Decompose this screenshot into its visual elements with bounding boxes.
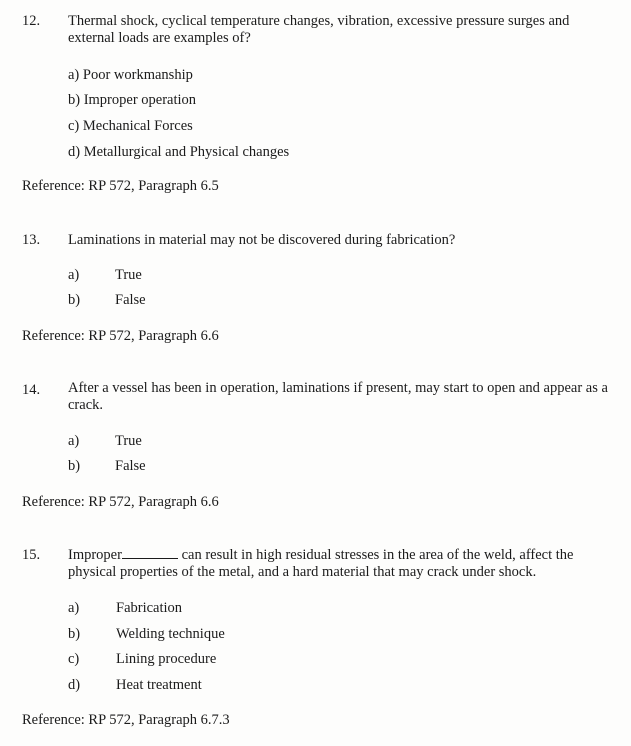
option-text: Heat treatment [116,677,202,693]
option-d [68,677,202,694]
question-stem: Thermal shock, cyclical temperature changes, vibration, excessive pressure surges and external loads are examples of? [68,13,570,46]
question-stem: Laminations in material may not be discovered during fabrication? [68,232,456,248]
option-letter: c) [68,651,80,667]
option-d: d) Metallurgical and Physical changes [68,144,290,160]
stem-text-before: Improper [68,547,122,563]
option-letter: b) [68,292,81,308]
question-stem: After a vessel has been in operation, laminations if present, may start to open and appear as a crack. [68,380,608,413]
reference: Reference: RP 572, Paragraph 6.7.3 [22,712,230,728]
option-b [68,626,225,643]
question-number: 12. [22,13,41,29]
option-letter: a) [68,267,80,283]
option-a [68,433,142,450]
option-letter: a) [68,600,80,616]
option-a [68,267,142,284]
fill-in-blank [122,546,178,559]
option-b [68,458,146,475]
question-number: 13. [22,232,41,248]
option-text: False [115,292,146,308]
question-number: 15. [22,547,41,563]
question-stem [68,546,613,581]
option-text: True [115,267,142,283]
option-text: Lining procedure [116,651,217,667]
option-letter: d) [68,677,81,693]
option-b: b) Improper operation [68,92,197,108]
option-letter: a) [68,433,80,449]
option-text: Fabrication [116,600,183,616]
question-number: 14. [22,382,41,398]
option-a: a) Poor workmanship [68,67,193,83]
reference: Reference: RP 572, Paragraph 6.5 [22,178,219,194]
option-letter: b) [68,626,81,642]
reference: Reference: RP 572, Paragraph 6.6 [22,494,219,510]
option-text: False [115,458,146,474]
stem-text-after: can result in high residual stresses in the area of the weld, affect the physical properties of the metal, and a hard material that may crack under shock. [68,547,574,580]
option-letter: b) [68,458,81,474]
option-text: True [115,433,142,449]
reference: Reference: RP 572, Paragraph 6.6 [22,328,219,344]
option-a [68,600,182,617]
option-c [68,651,216,668]
option-b [68,292,146,309]
option-text: Welding technique [116,626,225,642]
option-c: c) Mechanical Forces [68,118,193,134]
